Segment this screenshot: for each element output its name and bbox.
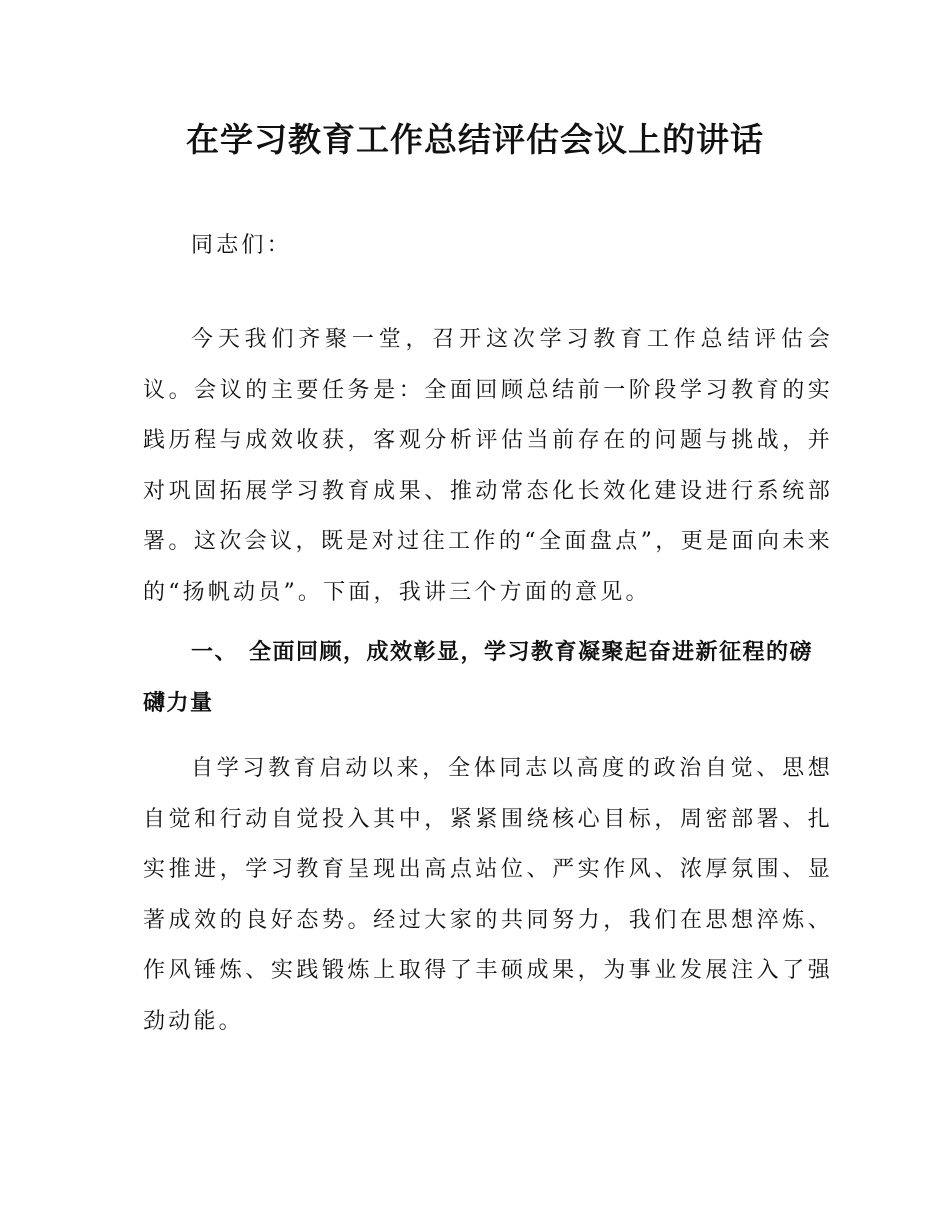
section-heading-text: 全面回顾，成效彰显，学习教育凝聚起奋进新征程的磅礴力量 xyxy=(143,640,814,716)
section-heading xyxy=(143,628,833,729)
section-paragraph: 自学习教育启动以来，全体同志以高度的政治自觉、思想自觉和行动自觉投入其中，紧紧围绕核心目标，周密部署、扎实推进，学习教育呈现出高点站位、严实作风、浓厚氛围、显著成效的良好态势。经过大家的共同努力，我们在思想淬炼、作风锤炼、实践锻炼上取得了丰硕成果，为事业发展注入了强劲动能。 xyxy=(143,756,833,1034)
salutation: 同志们： xyxy=(191,233,292,258)
opening-paragraph: 今天我们齐聚一堂，召开这次学习教育工作总结评估会议。会议的主要任务是：全面回顾总结前一阶段学习教育的实践历程与成效收获，客观分析评估当前存在的问题与挑战，并对巩固拓展学习教育成果、推动常态化长效化建设进行系统部署。这次会议，既是对过往工作的“全面盘点”，更是面向未来的“扬帆动员”。下面，我讲三个方面的意见。 xyxy=(143,327,833,605)
document-title: 在学习教育工作总结评估会议上的讲话 xyxy=(186,120,764,159)
section-number: 一、 xyxy=(191,640,239,665)
